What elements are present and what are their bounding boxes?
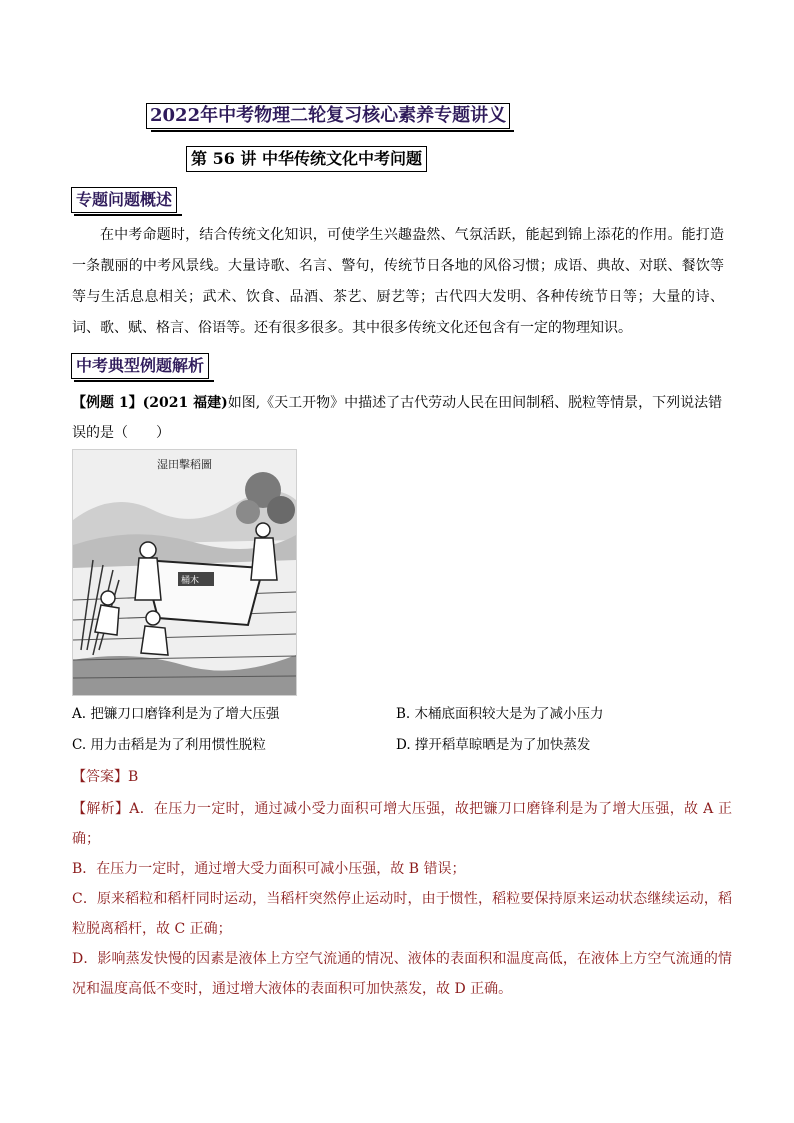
barrel-label: 桶木 — [181, 576, 200, 586]
title-underline — [151, 130, 514, 132]
section-heading-examples: 中考典型例题解析 — [71, 353, 209, 379]
lecture-title: 第 56 讲 中华传统文化中考问题 — [186, 146, 427, 172]
document-title: 2022年中考物理二轮复习核心素养专题讲义 — [146, 103, 510, 129]
option-c: C. 用力击稻是为了利用惯性脱粒 — [72, 737, 266, 753]
section-heading-overview: 专题问题概述 — [71, 187, 177, 213]
analysis-a: 【解析】A．在压力一定时，通过减小受力面积可增大压强，故把镰刀口磨锋利是为了增大压强，故 A 正确； — [72, 801, 732, 847]
example-tag: 【例题 1】(2021 福建) — [72, 395, 228, 411]
option-d: D. 撑开稻草晾晒是为了加快蒸发 — [396, 737, 591, 753]
overview-paragraph: 在中考命题时，结合传统文化知识，可使学生兴趣盎然、气氛活跃，能起到锦上添花的作用。能打造一条靓丽的中考风景线。大量诗歌、名言、警句，传统节日各地的风俗习惯；成语、典故、对联、餐饮等等与生活息息相关；武术、饮食、品酒、茶艺、厨艺等；古代四大发明、各种传统节日等；大量的诗、词、歌、赋、格言、俗语等。还有很多很多。其中很多传统文化还包含有一定的物理知识。 — [72, 227, 724, 336]
woodcut-illustration — [72, 449, 297, 696]
analysis-b: B．在压力一定时，通过增大受力面积可减小压强，故 B 错误； — [72, 861, 466, 877]
analysis-block — [72, 794, 732, 1004]
example-question — [72, 388, 724, 448]
answer-line: 【答案】B — [72, 769, 139, 785]
section-underline — [74, 380, 214, 382]
illustration-caption: 湿田擊稻圖 — [157, 458, 212, 471]
option-b: B. 木桶底面积较大是为了减小压力 — [396, 706, 604, 722]
section-underline — [74, 214, 182, 216]
analysis-c: C．原来稻粒和稻杆同时运动，当稻杆突然停止运动时，由于惯性，稻粒要保持原来运动状态继续运动，稻粒脱离稻杆，故 C 正确； — [72, 891, 732, 937]
woodcut-drawing — [73, 450, 296, 695]
analysis-d: D．影响蒸发快慢的因素是液体上方空气流通的情况、液体的表面积和温度高低，在液体上方空气流通的情况和温度高低不变时，通过增大液体的表面积可加快蒸发，故 D 正确。 — [72, 951, 732, 997]
example-question-text: 如图,《天工开物》中描述了古代劳动人民在田间制稻、脱粒等情景，下列说法错误的是（ ） — [72, 395, 723, 441]
option-a: A. 把镰刀口磨锋利是为了增大压强 — [72, 706, 280, 722]
